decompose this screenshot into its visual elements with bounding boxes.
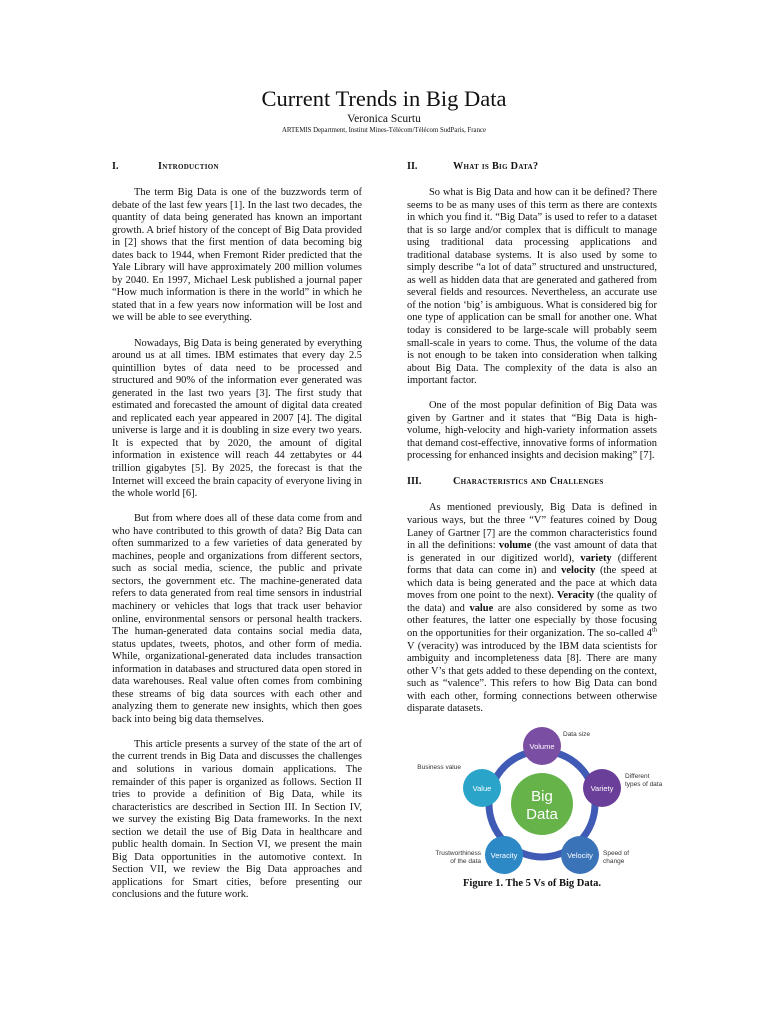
figure-5vs [407,728,663,878]
paragraph: Nowadays, Big Data is being generated by everything around us at all times. IBM estimates that every day 2.5 quintillion bytes of data need to be processed and structured and 90% of the information ever generated was generated in the last two years [3]. The first study that estimated and forecasted the amount of digital data created and replicated each year appeared in 2007 [4]. The digital universe is large and it is doubling in size every two years. It is expected that by 2020, the amount of digital information in existence will reach 44 zettabytes or 44 trillion gigabytes [5]. By 2025, the forecast is that the Internet will exceed the brain capacity of everyone living in the whole world [6]. [112,337,362,500]
label-speed-2: change [603,858,625,866]
paragraph: But from where does all of these data come from and who have contributed to this growth of data? Big Data can often summarized to a few varieties of data generated by machines, people and organizations from different sectors, such as social media, science, the public and private sectors, the government etc. The machine-generated data refers to data generated from real time sensors in industrial machinery or vehicles that logs that track user behavior online, environmental sensors or personal health trackers. The human-generated data contains social media data, status updates, tweets, photos, and other form of media. While, organizational-generated data includes transaction information in databases and structured data open stored in data warehouses. Real value often comes from combining these streams of big data sources with each other and analyzing them to generate new insights, which then goes back into being big data themselves. [112,513,362,725]
section-heading-what-is-big-data [407,160,657,174]
left-column [112,160,362,915]
label-trustworthiness-1: Trustworthiness [435,850,481,858]
node-value-label: Value [472,784,492,794]
node-volume-label: Volume [529,742,555,752]
section-heading-introduction [112,160,362,174]
text-run: (the quality of the data) and [407,590,657,614]
text-run: (the speed at which data is being generated and the pace at which data moves from one point to the next). [407,565,657,602]
section-number: III. [407,476,422,488]
text-run: (the vast amount of data that is generated in our digitized world), [407,540,657,564]
label-different-types-1: Different [625,773,650,781]
label-business-value: Business value [417,764,461,772]
section-title: Introduction [158,161,219,172]
paragraph: So what is Big Data and how can it be defined? There seems to be as many uses of this term as there are contexts in which you find it. “Big Data” is used to refer to a dataset that is so large and/or complex that is difficult to manage using traditional data processing applications and traditional database systems. It is also used by some to simply describe “a lot of data” structured and unstructured, as well as hidden data that are generated and gathered from several fields and resources. Nevertheless, an accurate use of the notion ‘big’ is ambiguous. What is considered big for one type of application can be small for another one. What today is considered to be large-scale will probably seem small-scale in years to come. Thus, the volume of the data is not enough to be taken into consideration when talking about Big Data. The complexity of the data is also an important factor. [407,187,657,387]
text-run: V (veracity) was introduced by the IBM data scientists for ambiguity and incompleteness data [8]. There are many other V’s that gets added to these depending on the context, such as “valence”. This refers to how Big Data can bond with each other, forming connections between otherwise disparate datasets. [407,640,657,715]
label-trustworthiness-2: of the data [450,858,481,866]
label-speed-1: Speed of [603,850,630,858]
paper-header [0,86,768,135]
paper-author: Veronica Scurtu [347,113,421,125]
section-heading-characteristics [407,475,657,489]
superscript: th [651,626,657,634]
node-veracity-label: Veracity [490,851,518,861]
figure-caption: Figure 1. The 5 Vs of Big Data. [463,878,601,890]
term-value: value [469,602,494,614]
section-title: Characteristics and Challenges [453,476,604,488]
term-veracity: Veracity [556,590,595,602]
paragraph [407,502,657,715]
node-variety-label: Variety [590,784,614,794]
paragraph: One of the most popular definition of Big Data was given by Gartner and it states that “Big Data is high-volume, high-velocity and high-variety information assets that demand cost-effective, innovative forms of information processing for enhanced insights and decision making” [7]. [407,400,657,462]
five-vs-diagram [407,728,663,878]
center-label-data: Data [526,806,558,824]
label-data-size: Data size [563,731,591,739]
paragraph: The term Big Data is one of the buzzwords term of debate of the last few years [1]. In the last two decades, the quantity of data being generated has known an important growth. A brief history of the concept of Big Data provided in [2] shows that the first mention of data becoming big dates back to 1944, when Fremont Rider predicted that the Yale Library will have approximately 200 million volumes by 2040. En 1997, Michael Lesk published a journal paper “How much information is there in the world” in which he stated that in a few years now information will be lost and we will be able to see everything. [112,187,362,324]
term-variety: variety [580,552,612,564]
term-velocity: velocity [561,565,596,577]
section-number: II. [407,161,418,172]
label-different-types-2: types of data [625,781,663,789]
right-column [407,160,663,890]
center-label-big: Big [531,788,553,806]
text-run: (different forms that data can come in) and [407,552,658,577]
paragraph: This article presents a survey of the state of the art of the current trends in Big Data and discusses the challenges and solutions in various domain applications. The remainder of this paper is organized as follows. Section II tries to provide a definition of Big Data, while its characteristics are described in Section III. In Section IV, we survey the existing Big Data frameworks. In the next section we detail the use of Big Data in healthcare and public health domain. In Section VI, we present the main Big Data opportunities in the automotive context. In Section VII, we review the Big Data approaches and applications for Smart cities, before presenting our conclusions and the future work. [112,738,362,901]
node-velocity-label: Velocity [567,851,593,861]
term-volume: volume [498,540,532,552]
text-run: are also considered by some as two other features, the latter one especially by those focusing on the opportunities for their organization. The so-called 4 [407,602,657,639]
section-title: What is Big Data? [453,161,539,172]
paper-title: Current Trends in Big Data [261,86,507,111]
section-number: I. [112,161,119,172]
text-run: As mentioned previously, Big Data is defined in various ways, but the three “V” features coined by Doug Laney of Gartner [7] are the common characteristics found in all the definitions: [407,502,657,552]
paper-affiliation: ARTEMIS Department, Institut Mines-Télécom/Télécom SudParis, France [281,127,487,134]
